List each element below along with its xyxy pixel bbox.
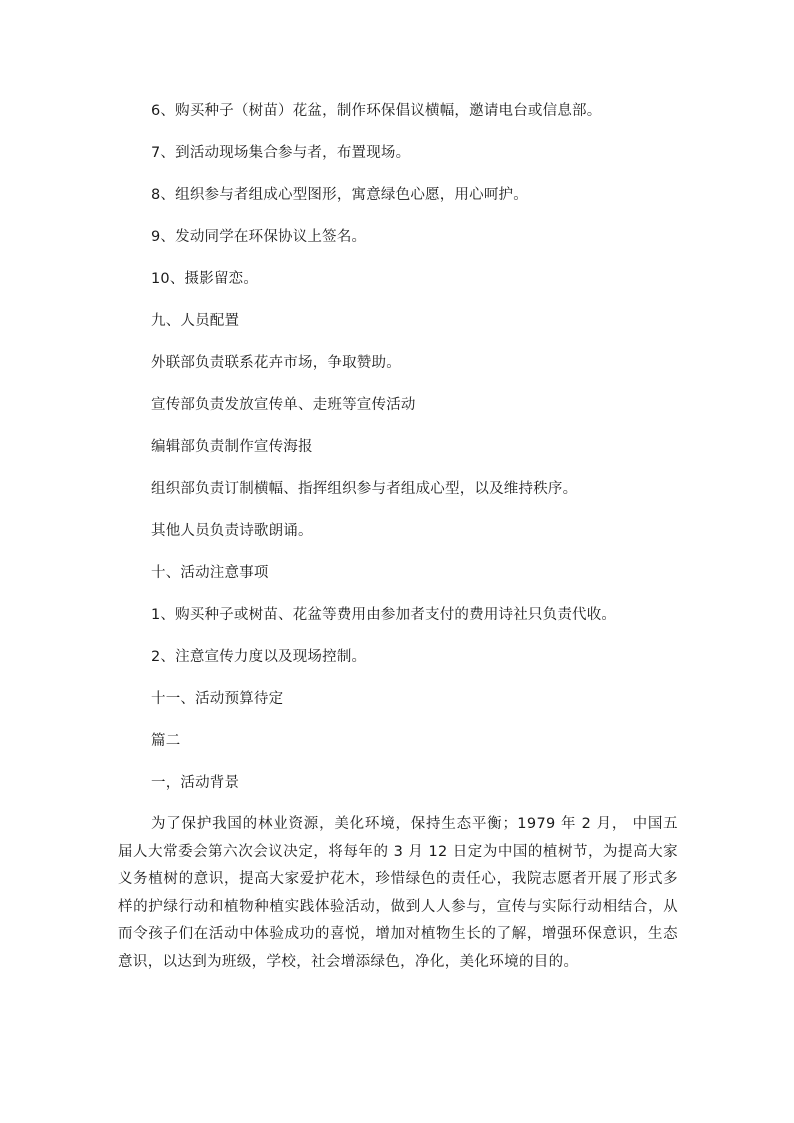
staffing-liaison-line: 外联部负责联系花卉市场，争取赞助。 (151, 355, 401, 371)
staffing-organization-line: 组织部负责订制横幅、指挥组织参与者组成心型，以及维持秩序。 (151, 481, 578, 497)
background-paragraph: 为了保护我国的林业资源，美化环境，保持生态平衡；1979 年 2 月， 中国五届人大常委会第六次会议决定，将每年的 3 月 12 日定为中国的植树节，为提高大家义务植树的意识，提高大家爱护花木，珍惜绿色的责任心，我院志愿者开展了形式多样的护绿行动和植物种植实践体验活动，做到人人参与，宣传与实际行动相结合，从而令孩子们在活动中体验成功的喜悦，增加对植物生长的了解，增强环保意识，生态意识，以达到为班级，学校，社会增添绿色，净化，美化环境的目的。 (118, 816, 678, 970)
step-10-line: 10、摄影留恋。 (151, 271, 259, 287)
section-heading-staffing: 九、人员配置 (151, 313, 240, 329)
staffing-others-line: 其他人员负责诗歌朗诵。 (151, 523, 313, 539)
section-heading-notes: 十、活动注意事项 (151, 565, 269, 581)
section-heading-background: 一，活动背景 (151, 775, 240, 791)
staffing-publicity-line: 宣传部负责发放宣传单、走班等宣传活动 (151, 397, 416, 413)
note-2-line: 2、注意宣传力度以及现场控制。 (151, 649, 367, 665)
section-heading-budget: 十一、活动预算待定 (151, 691, 284, 707)
staffing-editorial-line: 编辑部负责制作宣传海报 (151, 439, 313, 455)
step-6-line: 6、购买种子（树苗）花盆，制作环保倡议横幅，邀请电台或信息部。 (151, 103, 602, 119)
step-9-line: 9、发动同学在环保协议上签名。 (151, 229, 367, 245)
step-7-line: 7、到活动现场集合参与者，布置现场。 (151, 145, 411, 161)
part-two-heading: 篇二 (151, 733, 181, 749)
note-1-line: 1、购买种子或树苗、花盆等费用由参加者支付的费用诗社只负责代收。 (151, 607, 617, 623)
step-8-line: 8、组织参与者组成心型图形，寓意绿色心愿，用心呵护。 (151, 187, 528, 203)
